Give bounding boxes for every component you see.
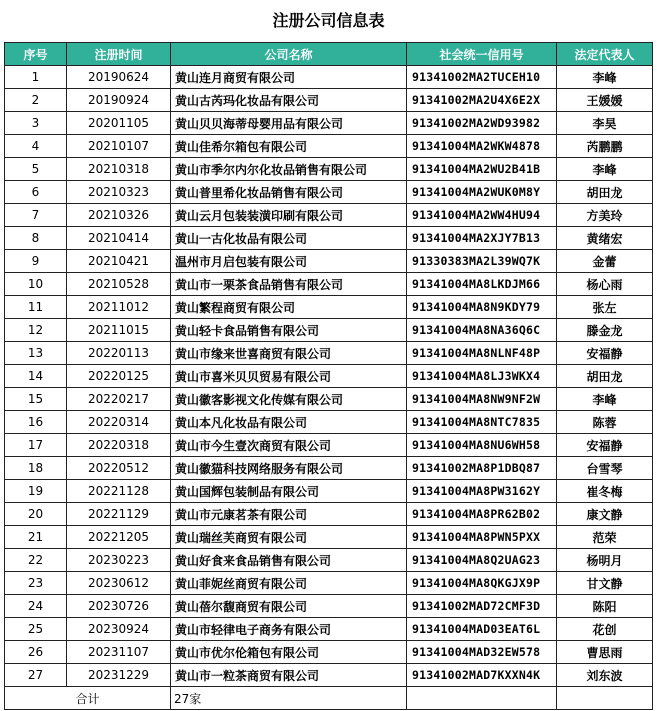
table-row xyxy=(5,250,653,273)
cell-credit-code[interactable]: 91341004MAD32EW578 xyxy=(407,641,557,664)
cell-seq[interactable]: 25 xyxy=(5,618,67,641)
cell-reg-date[interactable]: 20230924 xyxy=(67,618,171,641)
cell-seq[interactable]: 23 xyxy=(5,572,67,595)
total-empty-cell[interactable] xyxy=(557,687,653,710)
cell-legal-rep[interactable]: 杨明月 xyxy=(557,549,653,572)
cell-company-name[interactable]: 黄山云月包装装潢印刷有限公司 xyxy=(171,204,407,227)
cell-legal-rep[interactable]: 甘文静 xyxy=(557,572,653,595)
table-row xyxy=(5,273,653,296)
cell-seq[interactable]: 26 xyxy=(5,641,67,664)
cell-credit-code[interactable]: 91341004MA8NA36Q6C xyxy=(407,319,557,342)
cell-credit-code[interactable]: 91341002MAD7KXXN4K xyxy=(407,664,557,687)
cell-credit-code[interactable]: 91341004MA8NW9NF2W xyxy=(407,388,557,411)
table-row xyxy=(5,89,653,112)
cell-reg-date[interactable]: 20190924 xyxy=(67,89,171,112)
cell-seq[interactable]: 13 xyxy=(5,342,67,365)
cell-credit-code[interactable]: 91341004MA8NU6WH58 xyxy=(407,434,557,457)
cell-reg-date[interactable]: 20210414 xyxy=(67,227,171,250)
cell-company-name[interactable]: 黄山繁程商贸有限公司 xyxy=(171,296,407,319)
cell-credit-code[interactable]: 91341002MA2U4X6E2X xyxy=(407,89,557,112)
cell-credit-code[interactable]: 91341004MA2WU2B41B xyxy=(407,158,557,181)
table-row xyxy=(5,572,653,595)
cell-company-name[interactable]: 黄山市轻律电子商务有限公司 xyxy=(171,618,407,641)
table-row xyxy=(5,204,653,227)
cell-company-name[interactable]: 黄山市季尔内尔化妆品销售有限公司 xyxy=(171,158,407,181)
cell-company-name[interactable]: 黄山市优尔伦箱包有限公司 xyxy=(171,641,407,664)
cell-credit-code[interactable]: 91341004MA8LKDJM66 xyxy=(407,273,557,296)
cell-legal-rep[interactable]: 黄绪宏 xyxy=(557,227,653,250)
cell-reg-date[interactable]: 20221129 xyxy=(67,503,171,526)
cell-seq[interactable]: 19 xyxy=(5,480,67,503)
cell-seq[interactable]: 6 xyxy=(5,181,67,204)
cell-company-name[interactable]: 黄山菲妮丝商贸有限公司 xyxy=(171,572,407,595)
cell-legal-rep[interactable]: 安福静 xyxy=(557,434,653,457)
cell-legal-rep[interactable]: 滕金龙 xyxy=(557,319,653,342)
table-body xyxy=(5,66,653,687)
cell-company-name[interactable]: 黄山蓓尔馥商贸有限公司 xyxy=(171,595,407,618)
cell-reg-date[interactable]: 20221205 xyxy=(67,526,171,549)
cell-credit-code[interactable]: 91341004MA2WW4HU94 xyxy=(407,204,557,227)
cell-legal-rep[interactable]: 花创 xyxy=(557,618,653,641)
cell-reg-date[interactable]: 20220512 xyxy=(67,457,171,480)
cell-legal-rep[interactable]: 崔冬梅 xyxy=(557,480,653,503)
cell-credit-code[interactable]: 91341002MA8P1DBQ87 xyxy=(407,457,557,480)
cell-legal-rep[interactable]: 胡田龙 xyxy=(557,181,653,204)
cell-seq[interactable]: 18 xyxy=(5,457,67,480)
cell-legal-rep[interactable]: 李峰 xyxy=(557,388,653,411)
cell-reg-date[interactable]: 20211015 xyxy=(67,319,171,342)
cell-credit-code[interactable]: 91341004MA8PWN5PXX xyxy=(407,526,557,549)
cell-legal-rep[interactable]: 刘东波 xyxy=(557,664,653,687)
cell-seq[interactable]: 12 xyxy=(5,319,67,342)
cell-company-name[interactable]: 黄山市一粒茶商贸有限公司 xyxy=(171,664,407,687)
table-row xyxy=(5,457,653,480)
cell-credit-code[interactable]: 91341002MA2WD93982 xyxy=(407,112,557,135)
cell-credit-code[interactable]: 91341004MA8LJ3WKX4 xyxy=(407,365,557,388)
table-row xyxy=(5,411,653,434)
cell-company-name[interactable]: 黄山好食来食品销售有限公司 xyxy=(171,549,407,572)
cell-credit-code[interactable]: 91341004MA8QKGJX9P xyxy=(407,572,557,595)
cell-company-name[interactable]: 黄山市今生壹次商贸有限公司 xyxy=(171,434,407,457)
total-row xyxy=(5,687,653,710)
cell-company-name[interactable]: 黄山贝贝海蒂母婴用品有限公司 xyxy=(171,112,407,135)
header-legal-rep[interactable]: 法定代表人 xyxy=(557,43,653,66)
cell-seq[interactable]: 7 xyxy=(5,204,67,227)
cell-seq[interactable]: 11 xyxy=(5,296,67,319)
total-label[interactable]: 合计 xyxy=(5,687,171,710)
cell-reg-date[interactable]: 20221128 xyxy=(67,480,171,503)
cell-reg-date[interactable]: 20190624 xyxy=(67,66,171,89)
cell-credit-code[interactable]: 91341004MA8NLNF48P xyxy=(407,342,557,365)
table-row xyxy=(5,549,653,572)
cell-legal-rep[interactable]: 康文静 xyxy=(557,503,653,526)
cell-reg-date[interactable]: 20230726 xyxy=(67,595,171,618)
table-row xyxy=(5,641,653,664)
cell-credit-code[interactable]: 91341002MAD72CMF3D xyxy=(407,595,557,618)
cell-seq[interactable]: 22 xyxy=(5,549,67,572)
cell-credit-code[interactable]: 91341004MA2WUK0M8Y xyxy=(407,181,557,204)
cell-company-name[interactable]: 黄山轻卡食品销售有限公司 xyxy=(171,319,407,342)
cell-reg-date[interactable]: 20220113 xyxy=(67,342,171,365)
table-row xyxy=(5,227,653,250)
table-row xyxy=(5,388,653,411)
cell-company-name[interactable]: 黄山古芮玛化妆品有限公司 xyxy=(171,89,407,112)
table-row xyxy=(5,158,653,181)
cell-seq[interactable]: 4 xyxy=(5,135,67,158)
cell-company-name[interactable]: 黄山徽客影视文化传媒有限公司 xyxy=(171,388,407,411)
cell-company-name[interactable]: 黄山佳希尔箱包有限公司 xyxy=(171,135,407,158)
cell-reg-date[interactable]: 20220217 xyxy=(67,388,171,411)
cell-credit-code[interactable]: 91341004MA8PW3162Y xyxy=(407,480,557,503)
cell-legal-rep[interactable]: 胡田龙 xyxy=(557,365,653,388)
cell-legal-rep[interactable]: 杨心雨 xyxy=(557,273,653,296)
table-row xyxy=(5,434,653,457)
cell-credit-code[interactable]: 91341004MA8NTC7835 xyxy=(407,411,557,434)
cell-company-name[interactable]: 黄山市元康茗茶有限公司 xyxy=(171,503,407,526)
cell-seq[interactable]: 24 xyxy=(5,595,67,618)
cell-company-name[interactable]: 黄山连月商贸有限公司 xyxy=(171,66,407,89)
page-title: 注册公司信息表 xyxy=(272,11,385,30)
cell-credit-code[interactable]: 91341004MA8N9KDY79 xyxy=(407,296,557,319)
cell-seq[interactable]: 17 xyxy=(5,434,67,457)
cell-reg-date[interactable]: 20210318 xyxy=(67,158,171,181)
table-row xyxy=(5,319,653,342)
table-row xyxy=(5,595,653,618)
table-row xyxy=(5,112,653,135)
cell-seq[interactable]: 15 xyxy=(5,388,67,411)
cell-seq[interactable]: 14 xyxy=(5,365,67,388)
cell-reg-date[interactable]: 20220125 xyxy=(67,365,171,388)
table-row xyxy=(5,503,653,526)
cell-company-name[interactable]: 温州市月启包装有限公司 xyxy=(171,250,407,273)
cell-credit-code[interactable]: 91341004MA8Q2UAG23 xyxy=(407,549,557,572)
table-row xyxy=(5,664,653,687)
cell-seq[interactable]: 3 xyxy=(5,112,67,135)
cell-reg-date[interactable]: 20231107 xyxy=(67,641,171,664)
table-row xyxy=(5,181,653,204)
cell-reg-date[interactable]: 20220318 xyxy=(67,434,171,457)
cell-legal-rep[interactable]: 曹思雨 xyxy=(557,641,653,664)
cell-company-name[interactable]: 黄山市缘来世喜商贸有限公司 xyxy=(171,342,407,365)
cell-seq[interactable]: 1 xyxy=(5,66,67,89)
cell-credit-code[interactable]: 91330383MA2L39WQ7K xyxy=(407,250,557,273)
table-row xyxy=(5,66,653,89)
cell-legal-rep[interactable]: 李峰 xyxy=(557,158,653,181)
cell-company-name[interactable]: 黄山徽猫科技网络服务有限公司 xyxy=(171,457,407,480)
table-row xyxy=(5,342,653,365)
table-row xyxy=(5,618,653,641)
cell-reg-date[interactable]: 20230612 xyxy=(67,572,171,595)
cell-company-name[interactable]: 黄山市喜米贝贝贸易有限公司 xyxy=(171,365,407,388)
cell-seq[interactable]: 5 xyxy=(5,158,67,181)
cell-legal-rep[interactable]: 金蕾 xyxy=(557,250,653,273)
cell-reg-date[interactable]: 20210326 xyxy=(67,204,171,227)
cell-reg-date[interactable]: 20201105 xyxy=(67,112,171,135)
total-value[interactable]: 27家 xyxy=(171,687,407,710)
table-row xyxy=(5,365,653,388)
cell-reg-date[interactable]: 20230223 xyxy=(67,549,171,572)
header-reg-date[interactable]: 注册时间 xyxy=(67,43,171,66)
cell-credit-code[interactable]: 91341004MAD03EAT6L xyxy=(407,618,557,641)
table-row xyxy=(5,135,653,158)
cell-seq[interactable]: 16 xyxy=(5,411,67,434)
cell-company-name[interactable]: 黄山本凡化妆品有限公司 xyxy=(171,411,407,434)
cell-reg-date[interactable]: 20210421 xyxy=(67,250,171,273)
cell-legal-rep[interactable]: 台雪琴 xyxy=(557,457,653,480)
cell-legal-rep[interactable]: 陈蓉 xyxy=(557,411,653,434)
cell-seq[interactable]: 27 xyxy=(5,664,67,687)
cell-reg-date[interactable]: 20210528 xyxy=(67,273,171,296)
table-row xyxy=(5,296,653,319)
cell-company-name[interactable]: 黄山市一栗茶食品销售有限公司 xyxy=(171,273,407,296)
table-header-row xyxy=(5,43,653,66)
cell-reg-date[interactable]: 20231229 xyxy=(67,664,171,687)
cell-company-name[interactable]: 黄山瑞丝芙商贸有限公司 xyxy=(171,526,407,549)
cell-credit-code[interactable]: 91341004MA8PR62B02 xyxy=(407,503,557,526)
cell-legal-rep[interactable]: 芮鹏鹏 xyxy=(557,135,653,158)
cell-seq[interactable]: 8 xyxy=(5,227,67,250)
cell-company-name[interactable]: 黄山一古化妆品有限公司 xyxy=(171,227,407,250)
cell-seq[interactable]: 21 xyxy=(5,526,67,549)
cell-credit-code[interactable]: 91341004MA2XJY7B13 xyxy=(407,227,557,250)
cell-reg-date[interactable]: 20211012 xyxy=(67,296,171,319)
cell-legal-rep[interactable]: 范荣 xyxy=(557,526,653,549)
cell-seq[interactable]: 9 xyxy=(5,250,67,273)
cell-reg-date[interactable]: 20210323 xyxy=(67,181,171,204)
cell-company-name[interactable]: 黄山国辉包装制品有限公司 xyxy=(171,480,407,503)
header-seq[interactable]: 序号 xyxy=(5,43,67,66)
cell-credit-code[interactable]: 91341002MA2TUCEH10 xyxy=(407,66,557,89)
cell-legal-rep[interactable]: 陈阳 xyxy=(557,595,653,618)
cell-legal-rep[interactable]: 李峰 xyxy=(557,66,653,89)
cell-legal-rep[interactable]: 方美玲 xyxy=(557,204,653,227)
header-company-name[interactable]: 公司名称 xyxy=(171,43,407,66)
cell-legal-rep[interactable]: 张左 xyxy=(557,296,653,319)
cell-seq[interactable]: 2 xyxy=(5,89,67,112)
cell-credit-code[interactable]: 91341004MA2WKW4878 xyxy=(407,135,557,158)
cell-company-name[interactable]: 黄山普里希化妆品销售有限公司 xyxy=(171,181,407,204)
cell-reg-date[interactable]: 20220314 xyxy=(67,411,171,434)
header-credit-code[interactable]: 社会统一信用号 xyxy=(407,43,557,66)
company-registry-table xyxy=(4,42,653,710)
table-row xyxy=(5,480,653,503)
cell-seq[interactable]: 10 xyxy=(5,273,67,296)
total-empty-cell[interactable] xyxy=(407,687,557,710)
cell-legal-rep[interactable]: 安福静 xyxy=(557,342,653,365)
table-row xyxy=(5,526,653,549)
cell-legal-rep[interactable]: 李昊 xyxy=(557,112,653,135)
cell-legal-rep[interactable]: 王媛媛 xyxy=(557,89,653,112)
cell-reg-date[interactable]: 20210107 xyxy=(67,135,171,158)
cell-seq[interactable]: 20 xyxy=(5,503,67,526)
